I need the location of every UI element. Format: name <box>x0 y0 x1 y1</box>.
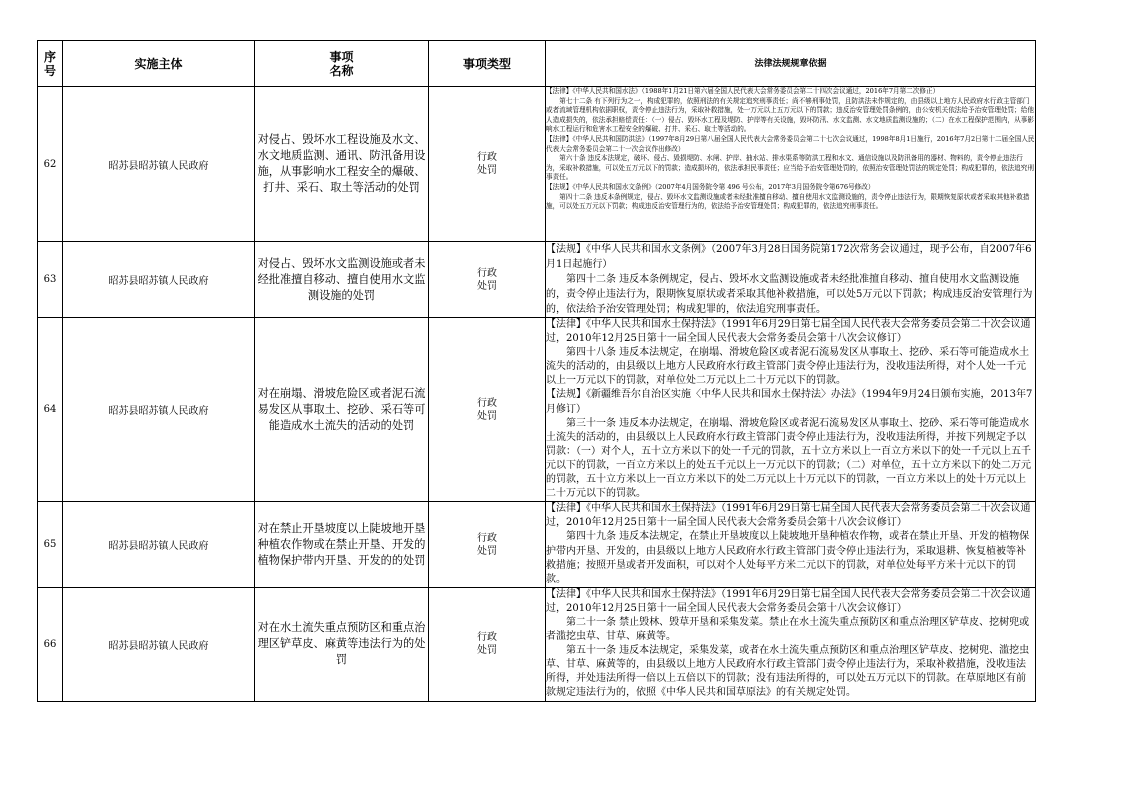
header-type: 事项类型 <box>429 41 546 87</box>
law-para: 第五十一条 违反本法规定，采集发菜，或者在水土流失重点预防区和重点治理区铲草皮、挖树兜、滥挖虫草、甘草、麻黄等的，由县级以上地方人民政府水行政主管部门责令停止违法行为，采取补救措施，没收违法所得，并处违法所得一倍以上五倍以下的罚款；没有违法所得的，可以处五万元以下的罚款。在草原地区有前款规定违法行为的，依照《中华人民共和国草原法》的有关规定处罚。 <box>546 645 1030 699</box>
law-para: 第三十一条 违反本办法规定，在崩塌、滑坡危险区或者泥石流易发区从事取土、挖砂、采石等可能造成水土流失的活动的，由县级以上人民政府水行政主管部门责令停止违法行为，没收违法所得，并按下列规定予以罚款：（一）对个人，五十立方米以下的处一千元的罚款，五十立方米以上一百立方米以下的处一千元以上五千元以下的罚款，一百立方米以上的处五千元以上一万元以下的罚款；（二）对单位，五十立方米以下的处二万元的罚款，五十立方米以上一百立方米以下的处二万元以上十万元以下的罚款，一百立方米以上的处十万元以上二十万元以下的罚款。 <box>546 417 1031 500</box>
law-para: 【法律】《中华人民共和国水土保持法》（1991年6月29日第七届全国人民代表大会常务委员会第二十次会议通过，2010年12月25日第十一届全国人民代表大会常务委员会第十八次会议修订） <box>546 503 1031 529</box>
row-body: 昭苏县昭苏镇人民政府 <box>63 502 255 588</box>
header-no: 序 号 <box>38 41 63 87</box>
header-row <box>38 41 1036 87</box>
law-para: 【法律】《中华人民共和国水法》（1988年1月21日第六届全国人民代表大会常务委员会第二十四次会议通过，2016年7月第二次修正） <box>546 87 940 95</box>
header-body: 实施主体 <box>63 41 255 87</box>
row-type: 行政 处罚 <box>429 318 546 502</box>
law-para: 【法律】《中华人民共和国水土保持法》（1991年6月29日第七届全国人民代表大会常务委员会第二十次会议通过，2010年12月25日第十一届全国人民代表大会常务委员会第十八次会议修订） <box>546 588 1031 614</box>
header-law: 法律法规规章依据 <box>546 41 1036 87</box>
row-number: 65 <box>38 502 63 588</box>
law-para: 第七十二条 有下列行为之一，构成犯罪的，依照刑法的有关规定追究刑事责任；尚不够刑事处罚，且防洪法未作规定的，由县级以上地方人民政府水行政主管部门或者流域管理机构依据职权，责令停止违法行为，采取补救措施，处一万元以上五万元以下的罚款；违反治安管理处罚条例的，由公安机关依法给予治安管理处罚；给他人造成损失的，依法承担赔偿责任：（一）侵占、毁坏水工程及堤防、护岸等有关设施，毁坏防汛、水文监测、水文地质监测设施的；（二）在水工程保护范围内，从事影响水工程运行和危害水工程安全的爆破、打井、采石、取土等活动的。 <box>546 96 1034 134</box>
row-body: 昭苏县昭苏镇人民政府 <box>63 318 255 502</box>
table-row <box>38 318 1036 502</box>
law-para: 第四十二条 违反本条例规定，侵占、毁坏水文监测设施或者未经批准擅自移动、擅自使用水文监测设施的，责令停止违法行为，限期恢复原状或者采取其他补救措施，可以处五万元以下罚款；构成违反治安管理行为的，依法给予治安管理处罚；构成犯罪的，依法追究刑事责任。 <box>546 192 1030 211</box>
row-type: 行政 处罚 <box>429 587 546 701</box>
table-row <box>38 502 1036 588</box>
row-law <box>546 502 1036 588</box>
row-number: 62 <box>38 87 63 242</box>
row-body: 昭苏县昭苏镇人民政府 <box>63 87 255 242</box>
law-para: 第六十条 违反本法规定，破坏、侵占、毁损堤防、水闸、护岸、抽水站、排水渠系等防洪工程和水文、通信设施以及防汛备用的器材、物料的，责令停止违法行为，采取补救措施，可以处五万元以下的罚款；造成损坏的，依法承担民事责任；应当给予治安管理处罚的，依照治安管理处罚法的规定处罚；构成犯罪的，依法追究刑事责任。 <box>546 154 1034 182</box>
header-item: 事项 名称 <box>255 41 429 87</box>
row-item: 对侵占、毁坏水文监测设施或者未经批准擅自移动、擅自使用水文监测设施的处罚 <box>255 242 429 318</box>
law-para: 【法律】《中华人民共和国水土保持法》（1991年6月29日第七届全国人民代表大会常务委员会第二十次会议通过，2010年12月25日第十一届全国人民代表大会常务委员会第十八次会议修订） <box>546 319 1031 345</box>
row-item: 对在禁止开垦坡度以上陡坡地开垦种植农作物或在禁止开垦、开发的植物保护带内开垦、开发的的处罚 <box>255 502 429 588</box>
table-row <box>38 587 1036 701</box>
row-number: 66 <box>38 587 63 701</box>
row-law <box>546 87 1036 242</box>
row-law <box>546 318 1036 502</box>
law-para: 【法律】《中华人民共和国防洪法》（1997年8月29日第八届全国人民代表大会常务委员会第二十七次会议通过，1998年8月1日施行，2016年7月2日第十二届全国人民代表大会常务委员会第二十一次会议作出修改） <box>546 134 1035 153</box>
law-para: 【法规】《中华人民共和国水文条例》（2007年4月国务院令第 496 号公布，2017年3月国务院令第676号修改） <box>546 182 875 191</box>
row-law <box>546 587 1036 701</box>
row-type: 行政 处罚 <box>429 502 546 588</box>
law-para: 【法规】《中华人民共和国水文条例》（2007年3月28日国务院第172次常务会议通过，现予公布，自2007年6月1日起施行） <box>546 244 1032 270</box>
row-item: 对在水土流失重点预防区和重点治理区铲草皮、麻黄等违法行为的处罚 <box>255 587 429 701</box>
row-type: 行政 处罚 <box>429 87 546 242</box>
table-row <box>38 242 1036 318</box>
law-para: 第二十一条 禁止毁林、毁草开垦和采集发菜。禁止在水土流失重点预防区和重点治理区铲草皮、挖树兜或者滥挖虫草、甘草、麻黄等。 <box>546 616 1030 643</box>
row-item: 对在崩塌、滑坡危险区或者泥石流易发区从事取土、挖砂、采石等可能造成水土流失的活动的处罚 <box>255 318 429 502</box>
row-body: 昭苏县昭苏镇人民政府 <box>63 587 255 701</box>
enforcement-table <box>37 40 1036 702</box>
row-item: 对侵占、毁坏水工程设施及水文、水文地质监测、通讯、防汛备用设施，从事影响水工程安全的爆破、打井、采石、取土等活动的处罚 <box>255 87 429 242</box>
row-body: 昭苏县昭苏镇人民政府 <box>63 242 255 318</box>
table-row <box>38 87 1036 242</box>
row-type: 行政 处罚 <box>429 242 546 318</box>
row-number: 64 <box>38 318 63 502</box>
law-para: 【法规】《新疆维吾尔自治区实施〈中华人民共和国水土保持法〉办法》（1994年9月24日颁布实施，2013年7月修订） <box>546 389 1033 415</box>
law-para: 第四十九条 违反本法规定，在禁止开垦坡度以上陡坡地开垦种植农作物，或者在禁止开垦、开发的植物保护带内开垦、开发的，由县级以上地方人民政府水行政主管部门责令停止违法行为，采取退耕、恢复植被等补救措施；按照开垦或者开发面积，可以对个人处每平方米二元以下的罚款，对单位处每平方米十元以下的罚款。 <box>546 531 1030 585</box>
law-para: 第四十八条 违反本法规定，在崩塌、滑坡危险区或者泥石流易发区从事取土、挖砂、采石等可能造成水土流失的活动的，由县级以上地方人民政府水行政主管部门责令停止违法行为，没收违法所得，对个人处一千元以上一万元以下的罚款，对单位处二万元以上二十万元以下的罚款。 <box>546 347 1030 387</box>
row-law <box>546 242 1036 318</box>
row-number: 63 <box>38 242 63 318</box>
law-para: 第四十二条 违反本条例规定，侵占、毁坏水文监测设施或者未经批准擅自移动、擅自使用水文监测设施的，责令停止违法行为，限期恢复原状或者采取其他补救措施，可以处5万元以下罚款；构成违反治安管理行为的，依法给予治安管理处罚；构成犯罪的，依法追究刑事责任。 <box>546 274 1033 315</box>
